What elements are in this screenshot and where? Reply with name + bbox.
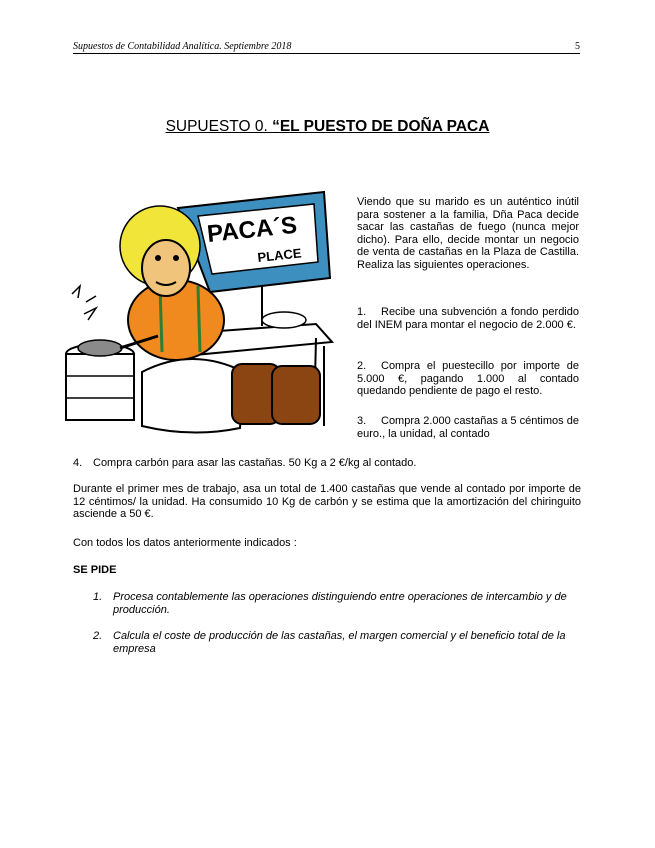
header-title: Supuestos de Contabilidad Analítica. Septiembre 2018 — [73, 41, 292, 52]
operation-text: Compra carbón para asar las castañas. 50 Kg a 2 €/kg al contado. — [93, 457, 417, 469]
operation-item — [357, 415, 579, 440]
operation-number: 3. — [357, 415, 367, 427]
se-pide-heading: SE PIDE — [73, 564, 117, 576]
requirement-text: Calcula el coste de producción de las castañas, el margen comercial y el beneficio total de la empresa — [113, 630, 566, 655]
sign-text-1: PACA´S — [205, 211, 299, 248]
results-paragraph: Durante el primer mes de trabajo, asa un total de 1.400 castañas que vende al contado por importe de 12 céntimos/ la unidad. Ha consumido 10 Kg de carbón y se estima que la amortización del chiringuito asciende a 50 €. — [73, 483, 581, 520]
title-main: “EL PUESTO DE DOÑA PACA — [272, 118, 490, 135]
summary-paragraph: Con todos los datos anteriormente indicados : — [73, 537, 297, 549]
page-title — [0, 117, 655, 137]
operation-number: 4. — [73, 457, 83, 469]
chestnut-bags — [142, 359, 320, 433]
operation-number: 1. — [357, 306, 367, 318]
requirement-item — [93, 630, 581, 655]
operation-item — [357, 306, 579, 331]
sign-text-2: PLACE — [256, 245, 303, 265]
page-number: 5 — [575, 41, 580, 52]
requirement-text: Procesa contablemente las operaciones distinguiendo entre operaciones de intercambio y de producción. — [113, 591, 567, 616]
title-prefix: SUPUESTO 0. — [165, 118, 273, 135]
operation-item — [73, 457, 581, 470]
operation-number: 2. — [357, 360, 367, 372]
chestnut-stand-illustration — [62, 186, 344, 438]
intro-paragraph: Viendo que su marido es un auténtico inútil para sostener a la familia, Dña Paca decide sacar las castañas de fuego (nunca mejor dicho). Para ello, decide montar un negocio de venta de castañas en la Plaza de Castilla. Realiza las siguientes operaciones. — [357, 196, 579, 271]
operation-text: Recibe una subvención a fondo perdido del INEM para montar el negocio de 2.000 €. — [357, 306, 579, 331]
operation-text: Compra el puestecillo por importe de 5.000 €, pagando 1.000 al contado quedando pendiente de pago el resto. — [357, 360, 579, 397]
operation-item — [357, 360, 579, 398]
steam-marks — [72, 286, 96, 320]
requirement-item — [93, 591, 581, 616]
operation-text: Compra 2.000 castañas a 5 céntimos de euro., la unidad, al contado — [357, 415, 579, 440]
requirement-number: 1. — [93, 591, 103, 603]
requirement-number: 2. — [93, 630, 103, 642]
page-header — [73, 41, 580, 54]
